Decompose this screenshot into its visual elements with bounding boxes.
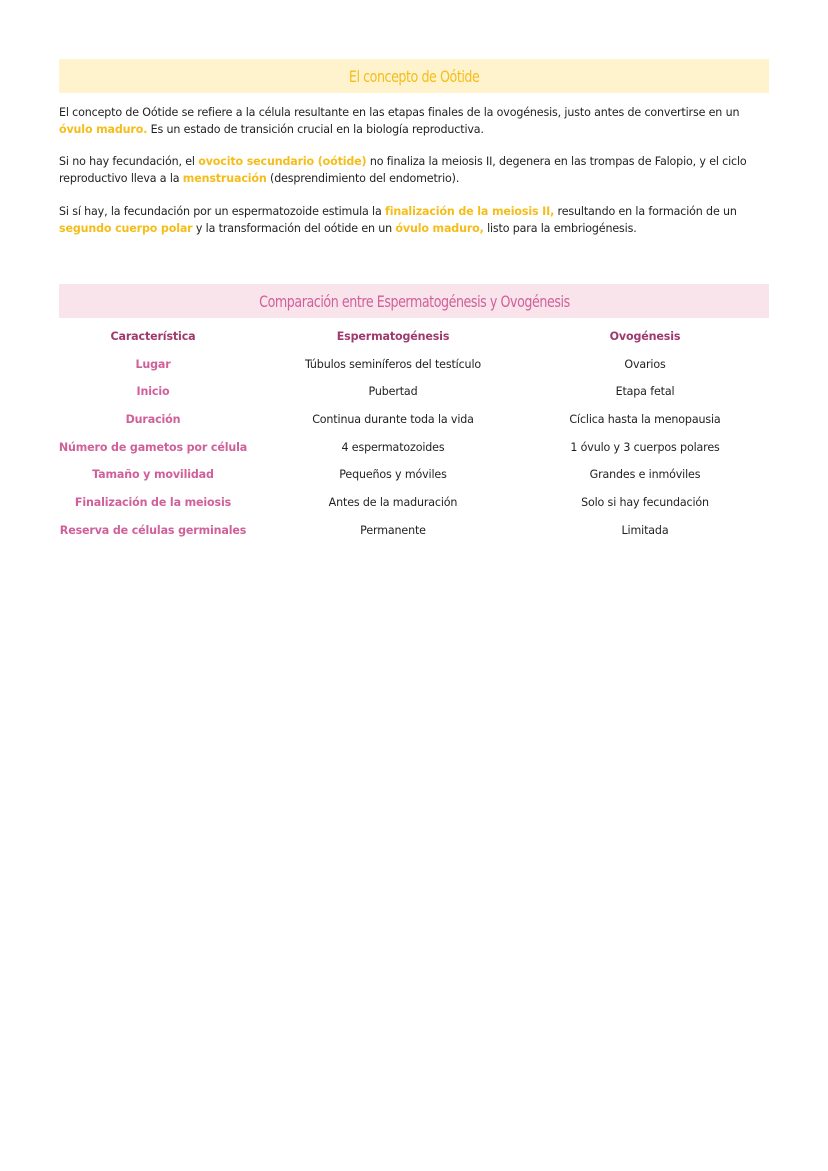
comparison-table — [59, 327, 769, 549]
highlight-menstruacion: menstruación — [182, 171, 267, 185]
highlight-ovulo-maduro: óvulo maduro, — [395, 221, 484, 235]
highlight-ovulo-maduro: óvulo maduro. — [59, 122, 148, 136]
cell-ovogenesis: Cíclica hasta la menopausia — [569, 413, 721, 427]
cell-espermatogenesis: Túbulos seminíferos del testículo — [304, 357, 482, 371]
section-title-ootide: El concepto de Oótide — [348, 66, 480, 86]
table-row — [59, 521, 769, 549]
text-run: El concepto de Oótide se refiere a la célula resultante en las etapas finales de la ovogénesis, justo antes de convertirse en un — [59, 106, 740, 119]
table-header-row — [59, 327, 769, 355]
row-label: Duración — [125, 413, 181, 427]
text-run: (desprendimiento del endometrio). — [266, 171, 460, 185]
row-label: Lugar — [135, 357, 171, 371]
row-label: Número de gametos por célula — [58, 440, 248, 454]
cell-ovogenesis: Solo si hay fecundación — [581, 496, 709, 510]
text-run: Si no hay fecundación, el — [59, 155, 199, 168]
paragraph-fecundation — [59, 204, 771, 237]
text-run: listo para la embriogénesis. — [483, 221, 637, 235]
table-row — [59, 355, 769, 383]
text-run: Es un estado de transición crucial en la biología reproductiva. — [147, 122, 484, 136]
row-label: Tamaño y movilidad — [92, 468, 214, 482]
cell-ovogenesis: Limitada — [621, 523, 669, 537]
highlight-segundo-cuerpo-polar: segundo cuerpo polar — [59, 221, 193, 235]
table-row — [59, 382, 769, 410]
text-run: resultando en la formación de un — [554, 205, 737, 218]
cell-ovogenesis: Grandes e inmóviles — [589, 468, 701, 482]
text-run: y la transformación del oótide en un — [192, 221, 396, 235]
text-run: no finaliza la meiosis II, degenera en las trompas de Falopio, y el ciclo reproductivo lleva a la — [59, 155, 747, 185]
cell-espermatogenesis: Pequeños y móviles — [339, 468, 447, 482]
table-row — [59, 410, 769, 438]
cell-espermatogenesis: Pubertad — [368, 385, 418, 399]
table-row — [59, 493, 769, 521]
highlight-ovocito-secundario: ovocito secundario (oótide) — [198, 155, 367, 168]
table-row — [59, 465, 769, 493]
cell-ovogenesis: 1 óvulo y 3 cuerpos polares — [570, 440, 720, 454]
row-label: Finalización de la meiosis — [74, 496, 232, 510]
section-banner-comparison — [59, 284, 769, 318]
cell-espermatogenesis: Continua durante toda la vida — [312, 413, 474, 427]
header-caracteristica: Característica — [110, 330, 196, 343]
cell-ovogenesis: Etapa fetal — [615, 385, 675, 399]
cell-espermatogenesis: Permanente — [360, 523, 426, 537]
cell-ovogenesis: Ovarios — [624, 357, 666, 371]
section-title-comparison: Comparación entre Espermatogénesis y Ovogénesis — [258, 291, 570, 311]
cell-espermatogenesis: 4 espermatozoides — [341, 440, 445, 454]
row-label: Inicio — [136, 385, 170, 399]
cell-espermatogenesis: Antes de la maduración — [328, 496, 458, 510]
header-espermatogenesis: Espermatogénesis — [336, 330, 450, 343]
table-row — [59, 438, 769, 466]
text-run: Si sí hay, la fecundación por un espermatozoide estimula la — [59, 205, 386, 218]
header-ovogenesis: Ovogénesis — [609, 330, 681, 343]
highlight-finalizacion-meiosis: finalización de la meiosis II, — [385, 205, 555, 218]
paragraph-no-fecundation — [59, 154, 771, 187]
paragraph-definition — [59, 105, 771, 138]
row-label: Reserva de células germinales — [59, 523, 247, 537]
section-banner-ootide — [59, 59, 769, 93]
